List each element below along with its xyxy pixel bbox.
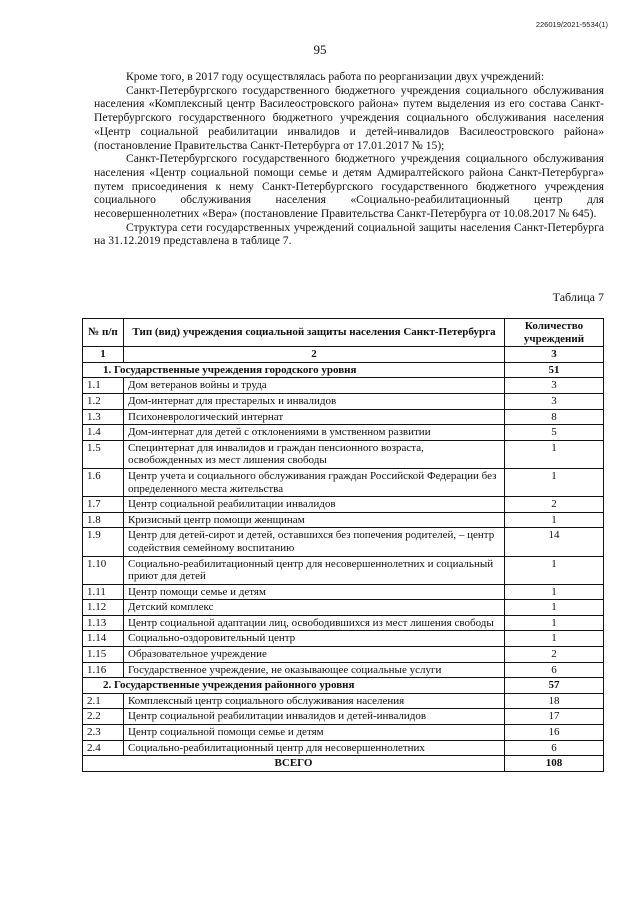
row-count: 3 xyxy=(505,393,604,409)
row-name: Центр помощи семье и детям xyxy=(124,584,505,600)
row-number: 1.12 xyxy=(83,600,124,616)
row-number: 2.1 xyxy=(83,693,124,709)
row-name: Образовательное учреждение xyxy=(124,647,505,663)
row-number: 1.7 xyxy=(83,497,124,513)
row-name: Комплексный центр социального обслуживания населения xyxy=(124,693,505,709)
table-row xyxy=(83,662,604,678)
row-name: Государственное учреждение, не оказывающее социальные услуги xyxy=(124,662,505,678)
row-count: 1 xyxy=(505,556,604,584)
row-count: 8 xyxy=(505,409,604,425)
table-row xyxy=(83,631,604,647)
table-row xyxy=(83,468,604,496)
row-number: 1.13 xyxy=(83,615,124,631)
row-name: Центр учета и социального обслуживания граждан Российской Федерации без определенного места жительства xyxy=(124,468,505,496)
row-count: 6 xyxy=(505,662,604,678)
row-count: 16 xyxy=(505,725,604,741)
section-row xyxy=(83,362,604,378)
row-number: 1.16 xyxy=(83,662,124,678)
row-count: 14 xyxy=(505,528,604,556)
table-row xyxy=(83,393,604,409)
total-row xyxy=(83,756,604,772)
paragraph: Кроме того, в 2017 году осуществлялась работа по реорганизации двух учреждений: xyxy=(126,70,545,83)
row-number: 1.2 xyxy=(83,393,124,409)
table-row xyxy=(83,725,604,741)
row-name: Психоневрологический интернат xyxy=(124,409,505,425)
table-body xyxy=(83,362,604,677)
table-row xyxy=(83,512,604,528)
row-number: 1.10 xyxy=(83,556,124,584)
col-number: 2 xyxy=(124,347,505,363)
row-name: Дом-интернат для престарелых и инвалидов xyxy=(124,393,505,409)
table-row xyxy=(83,378,604,394)
table-row xyxy=(83,709,604,725)
row-name: Дом ветеранов войны и труда xyxy=(124,378,505,394)
page-number: 95 xyxy=(313,42,327,57)
table-row xyxy=(83,615,604,631)
row-count: 1 xyxy=(505,615,604,631)
row-count: 1 xyxy=(505,631,604,647)
row-number: 1.1 xyxy=(83,378,124,394)
row-name: Центр для детей-сирот и детей, оставшихся без попечения родителей, – центр содействия семейному воспитанию xyxy=(124,528,505,556)
row-name: Центр социальной адаптации лиц, освободившихся из мест лишения свободы xyxy=(124,615,505,631)
row-name: Дом-интернат для детей с отклонениями в умственном развитии xyxy=(124,425,505,441)
table-row xyxy=(83,693,604,709)
row-number: 1.4 xyxy=(83,425,124,441)
row-count: 1 xyxy=(505,512,604,528)
row-count: 1 xyxy=(505,440,604,468)
body-text xyxy=(94,70,604,248)
header-type: Тип (вид) учреждения социальной защиты населения Санкт-Петербурга xyxy=(124,319,505,347)
table-row xyxy=(83,425,604,441)
row-number: 1.15 xyxy=(83,647,124,663)
paragraph: Структура сети государственных учреждений социальной защиты населения Санкт-Петербурга на 31.12.2019 представлена в таблице 7. xyxy=(94,220,604,248)
document-id: 226019/2021-5534(1) xyxy=(535,20,608,29)
row-name: Социально-реабилитационный центр для несовершеннолетних и социальный приют для детей xyxy=(124,556,505,584)
row-name: Центр социальной реабилитации инвалидов xyxy=(124,497,505,513)
table-row xyxy=(83,440,604,468)
table-row xyxy=(83,556,604,584)
row-name: Социально-реабилитационный центр для несовершеннолетних xyxy=(124,740,505,756)
table-row xyxy=(83,740,604,756)
row-name: Детский комплекс xyxy=(124,600,505,616)
row-count: 3 xyxy=(505,378,604,394)
row-count: 1 xyxy=(505,584,604,600)
section-title: 1. Государственные учреждения городского уровня xyxy=(83,362,505,378)
header-count: Количество учреждений xyxy=(505,319,604,347)
row-name: Специнтернат для инвалидов и граждан пенсионного возраста, освобожденных из мест лишения свободы xyxy=(124,440,505,468)
row-count: 1 xyxy=(505,600,604,616)
row-number: 1.14 xyxy=(83,631,124,647)
row-count: 6 xyxy=(505,740,604,756)
table-row xyxy=(83,497,604,513)
row-number: 1.5 xyxy=(83,440,124,468)
row-number: 2.4 xyxy=(83,740,124,756)
table-row xyxy=(83,584,604,600)
row-name: Центр социальной помощи семье и детям xyxy=(124,725,505,741)
row-number: 2.3 xyxy=(83,725,124,741)
table-row xyxy=(83,528,604,556)
column-number-row xyxy=(83,347,604,363)
paragraph: Санкт-Петербургского государственного бюджетного учреждения социального обслуживания населения «Центр социальной помощи семье и детям Адмиралтейского района Санкт-Петербурга» путем присоединения к нему Санкт-Петербургского государственного бюджетного учреждения социального обслуживания населения «Социально-реабилитационный центр для несовершеннолетних «Вера» (постановление Правительства Санкт-Петербурга от 10.08.2017 № 645). xyxy=(94,152,604,221)
row-name: Кризисный центр помощи женщинам xyxy=(124,512,505,528)
table-caption: Таблица 7 xyxy=(552,290,604,304)
row-count: 2 xyxy=(505,497,604,513)
table-row xyxy=(83,647,604,663)
table-row xyxy=(83,409,604,425)
header-num: № п/п xyxy=(83,319,124,347)
row-count: 5 xyxy=(505,425,604,441)
row-name: Социально-оздоровительный центр xyxy=(124,631,505,647)
total-label: ВСЕГО xyxy=(83,756,505,772)
row-number: 1.11 xyxy=(83,584,124,600)
total-count: 108 xyxy=(505,756,604,772)
row-number: 1.9 xyxy=(83,528,124,556)
col-number: 3 xyxy=(505,347,604,363)
table-header-row xyxy=(83,319,604,347)
section-row xyxy=(83,678,604,694)
institutions-table xyxy=(82,318,604,772)
row-number: 1.8 xyxy=(83,512,124,528)
row-number: 1.6 xyxy=(83,468,124,496)
table-row xyxy=(83,600,604,616)
paragraph: Санкт-Петербургского государственного бюджетного учреждения социального обслуживания населения «Комплексный центр Василеостровского района» путем выделения из его состава Санкт-Петербургского государственного бюджетного учреждения социального обслуживания населения «Центр социальной реабилитации инвалидов и детей-инвалидов Василеостровского района» (постановление Правительства Санкт-Петербурга от 17.01.2017 № 15); xyxy=(94,83,604,152)
col-number: 1 xyxy=(83,347,124,363)
table-body-2 xyxy=(83,678,604,756)
row-count: 2 xyxy=(505,647,604,663)
row-number: 1.3 xyxy=(83,409,124,425)
row-number: 2.2 xyxy=(83,709,124,725)
section-total: 51 xyxy=(505,362,604,378)
row-name: Центр социальной реабилитации инвалидов и детей-инвалидов xyxy=(124,709,505,725)
row-count: 18 xyxy=(505,693,604,709)
row-count: 17 xyxy=(505,709,604,725)
row-count: 1 xyxy=(505,468,604,496)
section-title: 2. Государственные учреждения районного уровня xyxy=(83,678,505,694)
section-total: 57 xyxy=(505,678,604,694)
